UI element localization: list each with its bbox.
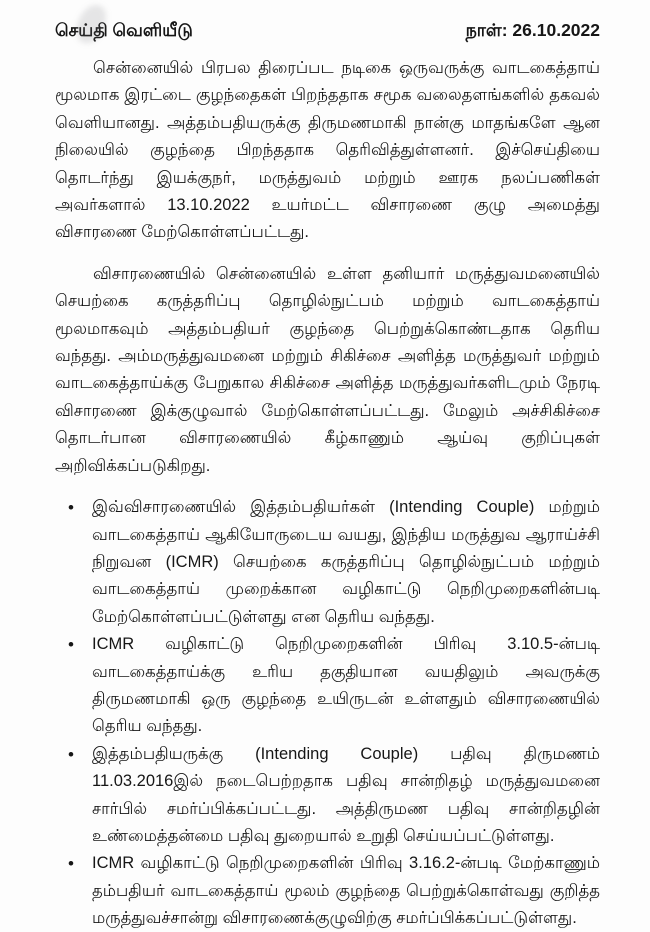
paragraph-intro: சென்னையில் பிரபல திரைப்பட நடிகை ஒருவருக்கு வாடகைத்தாய் மூலமாக இரட்டை குழந்தைகள் பிறந்ததாக சமூக வலைதளங்களில் தகவல் வெளியானது. அத்தம்பதியருக்கு திருமணமாகி நான்கு மாதங்களே ஆன நிலையில் குழந்தை பிறந்ததாக தெரிவித்துள்ளனர். இச்செய்தியை தொடர்ந்து இயக்குநர், மருத்துவம் மற்றும் ஊரக நலப்பணிகள் அவர்களால் 13.10.2022 உயர்மட்ட விசாரணை குழு அமைத்து விசாரணை மேற்கொள்ளப்பட்டது.	[55, 59, 600, 242]
list-item-finding-4: • ICMR வழிகாட்டு நெறிமுறைகளின் பிரிவு 3.16.2-ன்படி மேற்காணும் தம்பதியர் வாடகைத்தாய் மூலம் குழந்தை பெற்றுக்கொள்வது குறித்த மருத்துவச்சான்று விசாரணைக்குழுவிற்கு சமர்ப்பிக்கப்பட்டுள்ளது.	[92, 850, 600, 932]
document-header	[55, 18, 600, 42]
list-item-finding-2: • ICMR வழிகாட்டு நெறிமுறைகளின் பிரிவு 3.10.5-ன்படி வாடகைத்தாய்க்கு உரிய தகுதியான வயதிலும் அவருக்கு திருமணமாகி ஒரு குழந்தை உயிருடன் உள்ளதும் விசாரணையில் தெரிய வந்தது.	[92, 631, 600, 741]
document-title: செய்தி வெளியீடு	[55, 20, 193, 40]
list-item-finding-3: • இத்தம்பதியருக்கு (Intending Couple) பதிவு திருமணம் 11.03.2016இல் நடைபெற்றதாக பதிவு சான்றிதழ் மருத்துவமனை சார்பில் சமர்ப்பிக்கப்பட்டது. அத்திருமண பதிவு சான்றிதழின் உண்மைத்தன்மை பதிவு துறையால் உறுதி செய்யப்பட்டுள்ளது.	[92, 741, 600, 851]
document-body	[55, 55, 600, 932]
findings-list	[55, 494, 600, 932]
document-date: நாள்: 26.10.2022	[465, 20, 600, 40]
paragraph-inquiry: விசாரணையில் சென்னையில் உள்ள தனியார் மருத்துவமனையில் செயற்கை கருத்தரிப்பு தொழில்நுட்பம் மற்றும் வாடகைத்தாய் மூலமாகவும் அத்தம்பதியர் குழந்தை பெற்றுக்கொண்டதாக தெரிய வந்தது. அம்மருத்துவமனை மற்றும் சிகிச்சை அளித்த மருத்துவர் மற்றும் வாடகைத்தாய்க்கு பேறுகால சிகிச்சை அளித்த மருத்துவர்களிடமும் நேரடி விசாரணை இக்குழுவால் மேற்கொள்ளப்பட்டது. மேலும் அச்சிகிச்சை தொடர்பான விசாரணையில் கீழ்காணும் ஆய்வு குறிப்புகள் அறிவிக்கப்படுகிறது.	[55, 264, 600, 475]
list-item-finding-1: • இவ்விசாரணையில் இத்தம்பதியர்கள் (Intending Couple) மற்றும் வாடகைத்தாய் ஆகியோருடைய வயது, இந்திய மருத்துவ ஆராய்ச்சி நிறுவன (ICMR) செயற்கை கருத்தரிப்பு தொழில்நுட்பம் மற்றும் வாடகைத்தாய் முறைக்கான வழிகாட்டு நெறிமுறைகளின்படி மேற்கொள்ளப்பட்டுள்ளது என தெரிய வந்தது.	[92, 494, 600, 631]
